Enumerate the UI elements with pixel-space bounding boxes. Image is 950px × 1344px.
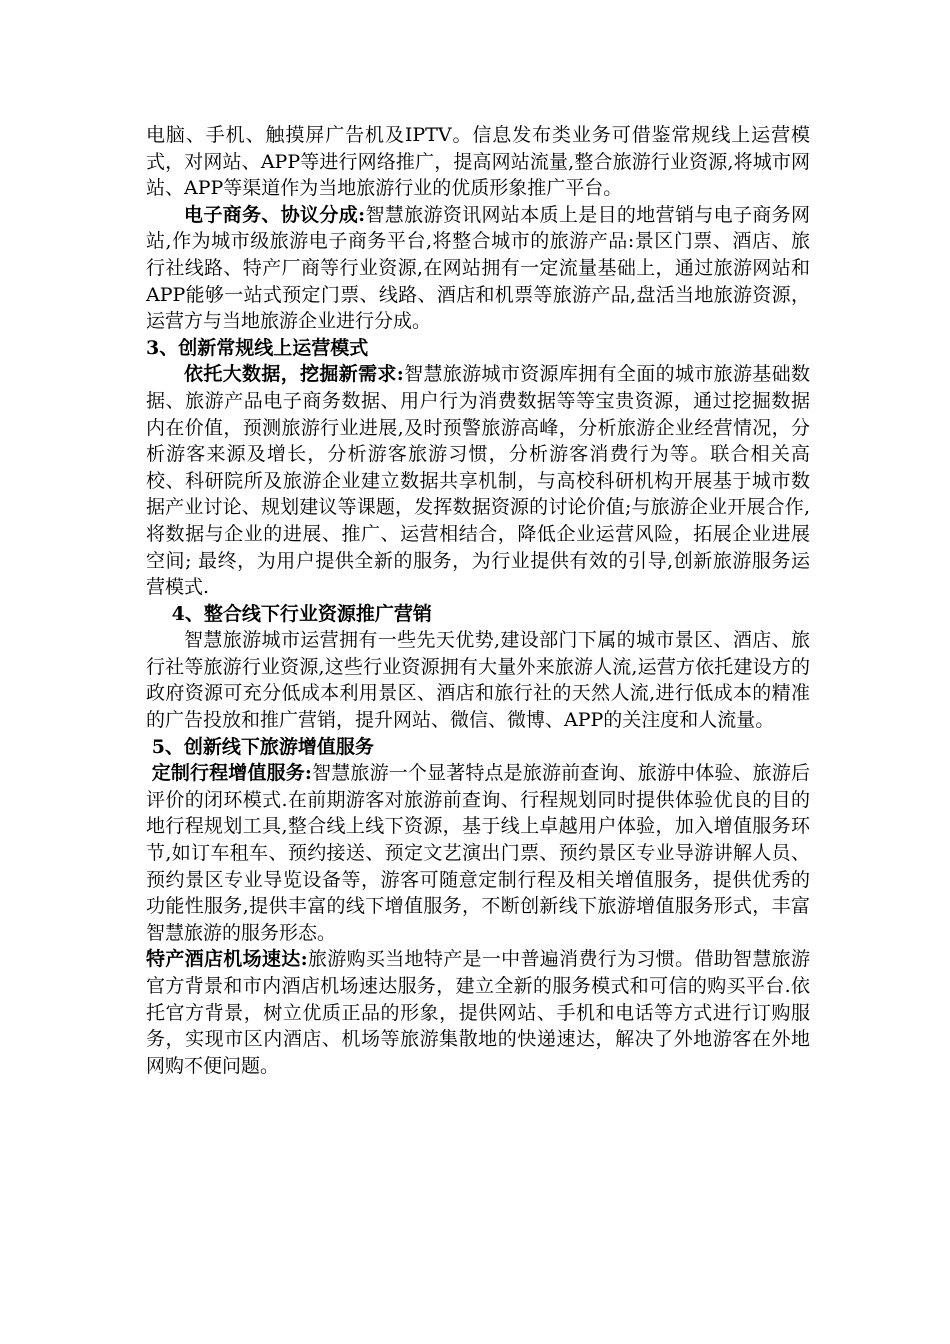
paragraph-lead: 依托大数据，挖掘新需求:	[184, 363, 404, 386]
paragraph-text: 智慧旅游资讯网站本质上是目的地营销与电子商务网站,作为城市级旅游电子商务平台,将整合城市的旅游产品:景区门票、酒店、旅行社线路、特产厂商等行业资源,在网站拥有一定流量基础上，通过旅游网站和APP能够一站式预定门票、线路、酒店和机票等旅游产品,盘活当地旅游资源，运营方与当地旅游企业进行分成。	[146, 203, 810, 333]
paragraph-big-data	[146, 361, 810, 600]
paragraph-lead: 特产酒店机场速达:	[146, 948, 308, 971]
paragraph-text: 旅游购买当地特产是一中普遍消费行为习惯。借助智慧旅游官方背景和市内酒店机场速达服务，建立全新的服务模式和可信的购买平台.依托官方背景，树立优质正品的形象，提供网站、手机和电话等方式进行订购服务，实现市区内酒店、机场等旅游集散地的快递速达，解决了外地游客在外地网购不便问题。	[146, 948, 810, 1077]
paragraph-custom-itinerary	[146, 760, 810, 946]
section-heading-5: 5、创新线下旅游增值服务	[151, 735, 374, 758]
paragraph-specialty-delivery	[146, 946, 810, 1079]
document-body	[146, 122, 810, 1079]
paragraph-ecommerce	[146, 202, 810, 335]
paragraph-text: 智慧旅游一个显著特点是旅游前查询、旅游中体验、旅游后评价的闭环模式.在前期游客对旅游前查询、行程规划同时提供体验优良的目的地行程规划工具,整合线上线下资源，基于线上卓越用户体验，加入增值服务环节,如订车租车、预约接送、预定文艺演出门票、预约景区专业导游讲解人员、预约景区专业导览设备等，游客可随意定制行程及相关增值服务，提供优秀的功能性服务,提供丰富的线下增值服务，不断创新线下旅游增值服务形式，丰富智慧旅游的服务形态。	[146, 762, 810, 944]
paragraph-info-publishing	[146, 122, 810, 202]
paragraph-offline-resources	[146, 627, 810, 733]
section-heading-3: 3、创新常规线上运营模式	[146, 336, 369, 359]
paragraph-text: 电脑、手机、触摸屏广告机及IPTV。信息发布类业务可借鉴常规线上运营模式，对网站、APP等进行网络推广，提高网站流量,整合旅游行业资源,将城市网站、APP等渠道作为当地旅游行业的优质形象推广平台。	[146, 124, 810, 200]
paragraph-lead: 电子商务、协议分成:	[184, 203, 366, 226]
paragraph-lead: 定制行程增值服务:	[151, 762, 312, 785]
paragraph-text: 智慧旅游城市运营拥有一些先天优势,建设部门下属的城市景区、酒店、旅行社等旅游行业资源,这些行业资源拥有大量外来旅游人流,运营方依托建设方的政府资源可充分低成本利用景区、酒店和旅行社的天然人流,进行低成本的精准的广告投放和推广营销，提升网站、微信、微博、APP的关注度和人流量。	[146, 629, 810, 732]
section-heading-4: 4、整合线下行业资源推广营销	[171, 602, 432, 625]
paragraph-text: 智慧旅游城市资源库拥有全面的城市旅游基础数据、旅游产品电子商务数据、用户行为消费数据等等宝贵资源，通过挖掘数据内在价值，预测旅游行业进展,及时预警旅游高峰，分析旅游企业经营情况，分析游客来源及增长，分析游客旅游习惯，分析游客消费行为等。联合相关高校、科研院所及旅游企业建立数据共享机制，与高校科研机构开展基于城市数据产业讨论、规划建议等课题，发挥数据资源的讨论价值;与旅游企业开展合作,将数据与企业的进展、推广、运营相结合，降低企业运营风险，拓展企业进展空间; 最终，为用户提供全新的服务，为行业提供有效的引导,创新旅游服务运营模式.	[146, 363, 810, 599]
